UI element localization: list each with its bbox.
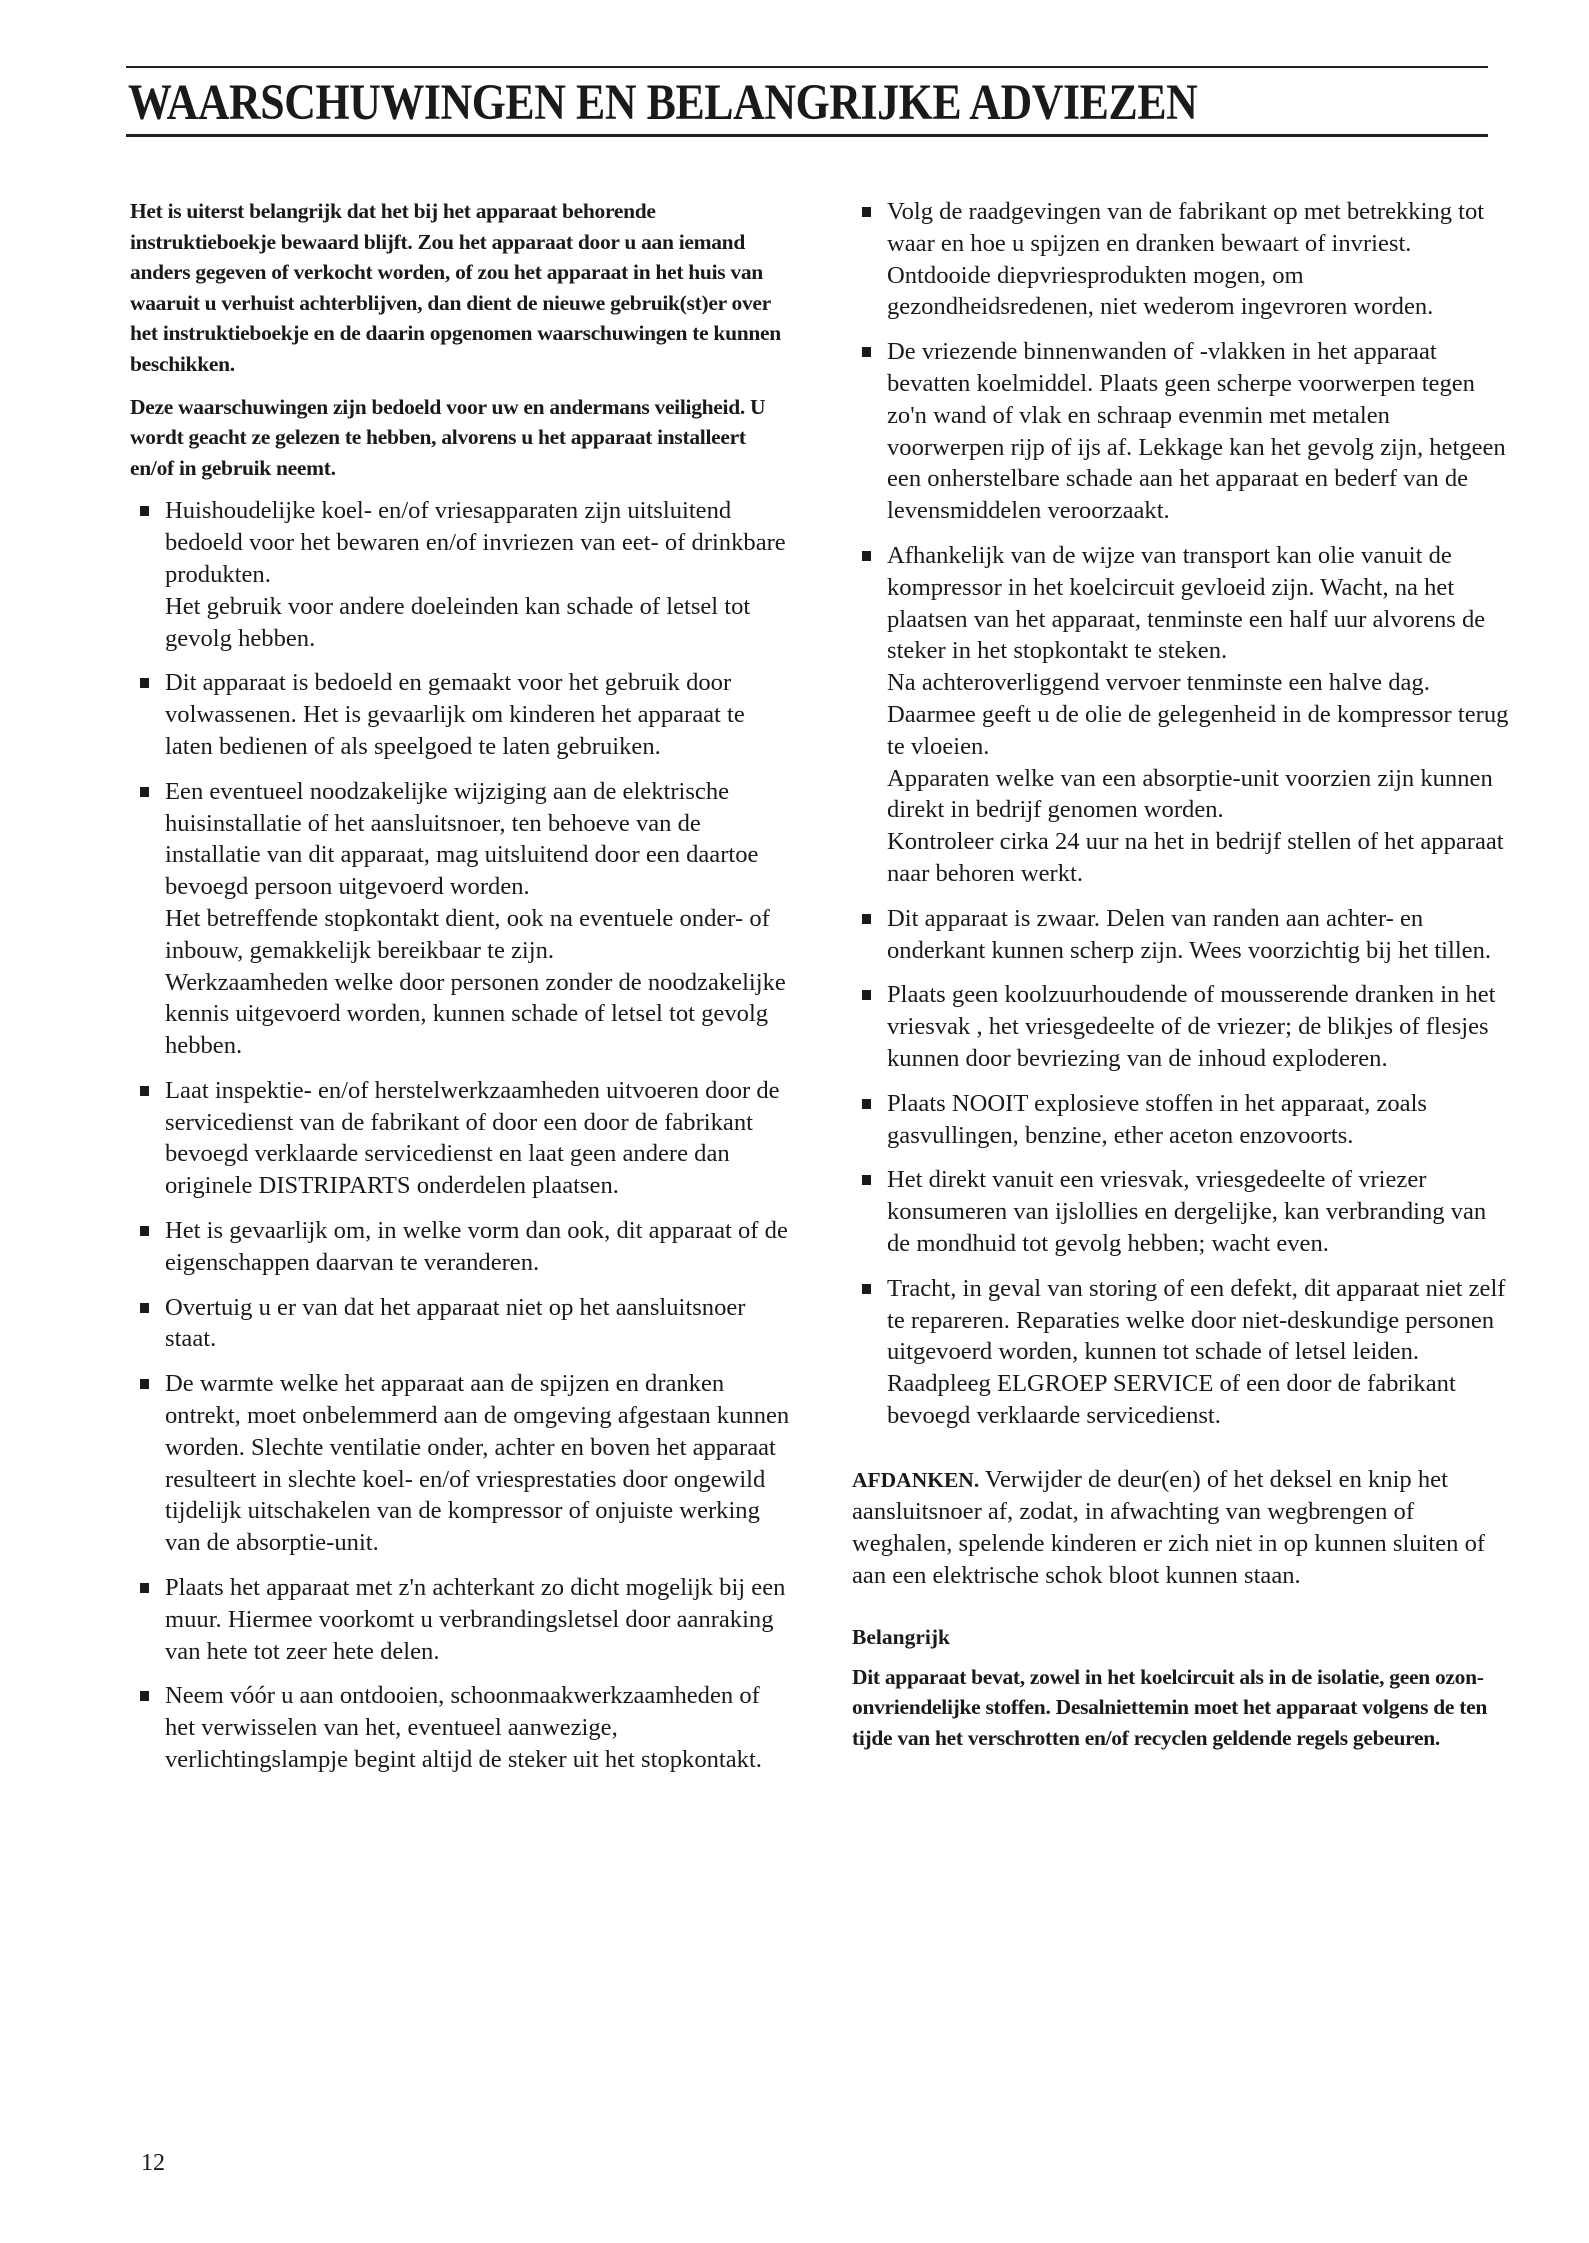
warning-item [852,196,1512,323]
square-bullet-icon [862,551,871,561]
warning-text: Plaats het apparaat met z'n achterkant zo dicht mogelijk bij een muur. Hiermee voorkomt u verbrandingsletsel door aanraking van hete tot zeer hete delen. [165,1574,786,1665]
belangrijk-heading: Belangrijk [852,1624,950,1649]
left-warning-list [130,495,792,1775]
warning-text: Overtuig u er van dat het apparaat niet op het aansluitsnoer staat. [165,1293,746,1353]
warning-text: Apparaten welke van een absorptie-unit voorzien zijn kunnen direkt in bedrijf genomen worden. [887,764,1493,824]
warning-text: Raadpleeg ELGROEP SERVICE of een door de fabrikant bevoegd verklaarde servicedienst. [887,1370,1456,1429]
square-bullet-icon [140,1691,149,1701]
warning-item [852,979,1512,1074]
page-title: WAARSCHUWINGEN EN BELANGRIJKE ADVIEZEN [128,75,1198,131]
warning-text: Afhankelijk van de wijze van transport kan olie vanuit de kompressor in het koelcircuit gevloeid zijn. Wacht, na het plaatsen van het apparaat, tenminste een half uur alvorens de steker in het stopkontakt te steken. [887,541,1486,665]
afdanken-paragraph [852,1464,1512,1592]
warning-text: Werkzaamheden welke door personen zonder de noodzakelijke kennis uitgevoerd worden, kunnen schade of letsel tot gevolg hebben. [165,968,786,1060]
square-bullet-icon [862,1099,871,1109]
square-bullet-icon [140,1583,149,1593]
belangrijk-text: Dit apparaat bevat, zowel in het koelcircuit als in de isolatie, geen ozon-onvriendelijke stoffen. Desalniettemin moet het apparaat volgens de ten tijde van het verschrotten en/of recyclen geldende regels gebeuren. [852,1664,1487,1750]
warning-item [130,1215,792,1279]
warning-text: Het direkt vanuit een vriesvak, vriesgedeelte of vriezer konsumeren van ijslollies en dergelijke, kan verbranding van de mondhuid tot gevolg hebben; wacht even. [887,1166,1487,1257]
warning-item [852,336,1512,527]
square-bullet-icon [140,1226,149,1236]
warning-text: Kontroleer cirka 24 uur na het in bedrijf stellen of het apparaat naar behoren werkt. [887,828,1504,887]
warning-item [852,1088,1512,1152]
page-number: 12 [141,2150,165,2176]
warning-item [130,1075,792,1202]
square-bullet-icon [140,1086,149,1096]
warning-item [130,1292,792,1356]
right-warning-list [852,196,1512,1432]
warning-item [130,1680,792,1775]
afdanken-label: AFDANKEN. [852,1467,980,1492]
afdanken-text: Verwijder de deur(en) of het deksel en knip het aansluitsnoer af, zodat, in afwachting van wegbrengen of weghalen, spelende kinderen er zich niet in op kunnen sluiten of aan een elektrische schok bloot kunnen staan. [852,1465,1486,1590]
warning-text: Ontdooide diepvriesprodukten mogen, om gezondheidsredenen, niet wederom ingevroren worden. [887,261,1434,321]
warning-text: Laat inspektie- en/of herstelwerkzaamheden uitvoeren door de servicedienst van de fabrikant of door een door de fabrikant bevoegd verklaarde servicedienst en laat geen andere dan originele DISTRIPARTS onderdelen plaatsen. [165,1076,780,1200]
warning-item [130,495,792,654]
square-bullet-icon [140,787,149,797]
square-bullet-icon [862,914,871,924]
warning-item [130,1368,792,1559]
square-bullet-icon [862,1284,871,1294]
warning-item [130,1572,792,1667]
title-underline [126,134,1488,137]
warning-text: Dit apparaat is zwaar. Delen van randen aan achter- en onderkant kunnen scherp zijn. Wees voorzichtig bij het tillen. [887,904,1492,964]
warning-text: Dit apparaat is bedoeld en gemaakt voor het gebruik door volwassenen. Het is gevaarlijk om kinderen het apparaat te laten bedienen of als speelgoed te laten gebruiken. [165,669,745,760]
square-bullet-icon [862,207,871,217]
warning-text: Na achteroverliggend vervoer tenminste een halve dag. Daarmee geeft u de olie de gelegenheid in de kompressor terug te vloeien. [887,669,1509,760]
square-bullet-icon [862,990,871,1000]
warning-item [130,776,792,1062]
warning-text: Huishoudelijke koel- en/of vriesapparaten zijn uitsluitend bedoeld voor het bewaren en/of invriezen van eet- of drinkbare produkten. [165,497,786,588]
warning-text: Een eventueel noodzakelijke wijziging aan de elektrische huisinstallatie of het aansluitsnoer, ten behoeve van de installatie van dit apparaat, mag uitsluitend door een daartoe bevoegd persoon uitgevoerd worden. [165,777,759,901]
warning-text: Neem vóór u aan ontdooien, schoonmaakwerkzaamheden of het verwisselen van het, eventueel aanwezige, verlichtingslampje begint altijd de steker uit het stopkontakt. [165,1682,762,1774]
warning-item [130,667,792,762]
warning-text: Het betreffende stopkontakt dient, ook na eventuele onder- of inbouw, gemakkelijk bereikbaar te zijn. [165,904,770,964]
square-bullet-icon [140,506,149,516]
warning-item [852,1273,1512,1432]
intro-paragraph: Deze waarschuwingen zijn bedoeld voor uw en andermans veiligheid. U wordt geacht ze gelezen te hebben, alvorens u het apparaat installeert en/of in gebruik neemt. [130,394,766,480]
square-bullet-icon [862,347,871,357]
warning-item [852,903,1512,967]
warning-text: Het is gevaarlijk om, in welke vorm dan ook, dit apparaat of de eigenschappen daarvan te veranderen. [165,1217,788,1276]
square-bullet-icon [140,1379,149,1389]
warning-text: Het gebruik voor andere doeleinden kan schade of letsel tot gevolg hebben. [165,592,751,652]
warning-item [852,1164,1512,1259]
warning-text: De vriezende binnenwanden of -vlakken in het apparaat bevatten koelmiddel. Plaats geen scherpe voorwerpen tegen zo'n wand of vlak en schraap evenmin met metalen voorwerpen rijp of ijs af. Lekkage kan het gevolg zijn, hetgeen een onherstelbare schade aan het apparaat en bederf van de levensmiddelen veroorzaakt. [887,338,1506,525]
warning-text: De warmte welke het apparaat aan de spijzen en dranken ontrekt, moet onbelemmerd aan de omgeving afgestaan kunnen worden. Slechte ventilatie onder, achter en boven het apparaat resulteert in slechte koel- en/of vriesprestaties door ongewild tijdelijk uitschakelen van de kompressor of onjuiste werking van de absorptie-unit. [165,1370,790,1557]
left-column [130,196,792,1789]
warning-text: Plaats geen koolzuurhoudende of mousserende dranken in het vriesvak , het vriesgedeelte of de vriezer; de blikjes of flesjes kunnen door bevriezing van de inhoud exploderen. [887,981,1496,1072]
top-rule [126,66,1488,68]
square-bullet-icon [862,1175,871,1185]
right-column [852,196,1512,1753]
square-bullet-icon [140,1303,149,1313]
warning-text: Plaats NOOIT explosieve stoffen in het apparaat, zoals gasvullingen, benzine, ether aceton enzovoorts. [887,1089,1427,1149]
warning-text: Tracht, in geval van storing of een defekt, dit apparaat niet zelf te repareren. Reparaties welke door niet-deskundige personen uitgevoerd worden, kunnen tot schade of letsel leiden. [887,1274,1506,1366]
intro-paragraph: Het is uiterst belangrijk dat het bij het apparaat behorende instruktieboekje bewaard blijft. Zou het apparaat door u aan iemand anders gegeven of verkocht worden, of zou het apparaat in het huis van waaruit u verhuist achterblijven, dan dient de nieuwe gebruik(st)er over het instruktieboekje en de daarin opgenomen waarschuwingen te kunnen beschikken. [130,199,781,376]
square-bullet-icon [140,678,149,688]
warning-item [852,540,1512,890]
warning-text: Volg de raadgevingen van de fabrikant op met betrekking tot waar en hoe u spijzen en dranken bewaart of invriest. [887,198,1485,257]
